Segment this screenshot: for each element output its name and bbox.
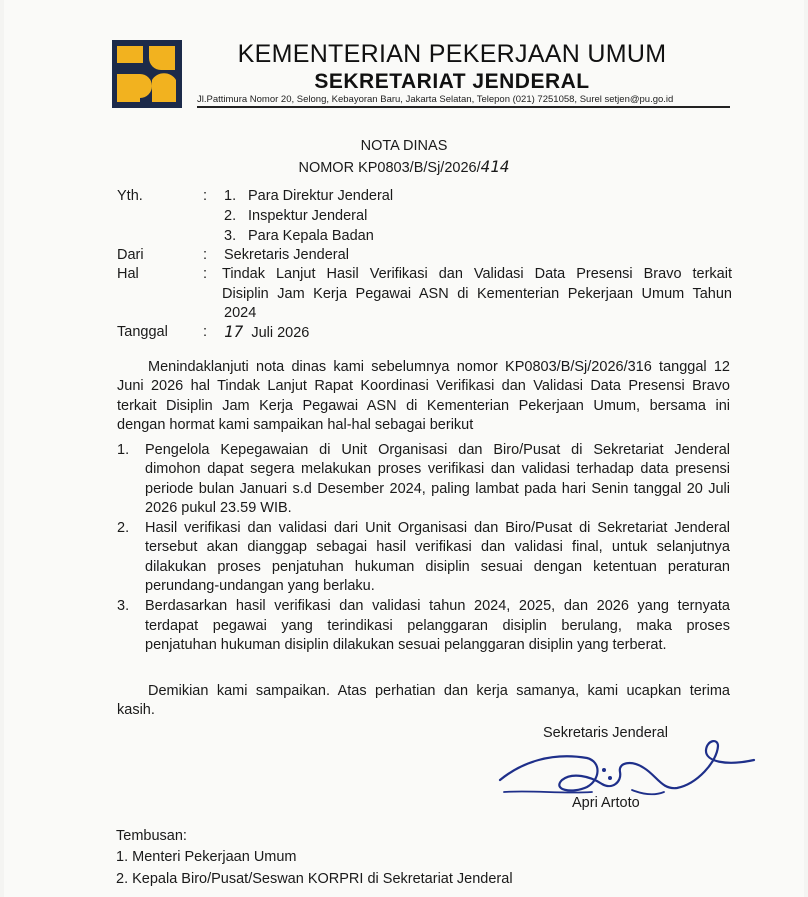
signatory-name: Apri Artoto [572,795,640,811]
point-line: terdapat pegawai yang terindikasi pelanggaran disiplin berulang, maka proses [145,618,730,634]
intro-line: terkait Disiplin Jam Kerja Pegawai ASN di Kementerian Pekerjaan Umum, bersama ini [117,398,730,414]
yth-colon: : [203,188,208,204]
recipient-item: Inspektur Jenderal [248,208,368,224]
point-line: penjatuhan hukuman disiplin dilakukan sesuai pelanggaran disiplin yang terberat. [145,637,667,653]
point-line: tersebut akan dianggap sebagai hasil verifikasi dan validasi final, untuk selanjutnya [145,539,730,555]
memo-page [4,0,804,897]
point-number: 3. [117,598,130,614]
memo-number [4,157,804,176]
tanggal-day-handwritten: 17 [224,322,244,341]
point-number: 2. [117,520,130,536]
dari-value: Sekretaris Jenderal [224,247,349,263]
recipient-item: Para Direktur Jenderal [248,188,394,204]
point-line: 2026 pukul 23.59 WIB. [145,500,292,516]
point-line: periode bulan Januari s.d Desember 2024, paling lambat pada hari Senin tanggal 20 Juli [145,481,730,497]
recipient-num: 3. [224,228,237,244]
tanggal-value [224,322,309,341]
ministry-name: KEMENTERIAN PEKERJAAN UMUM [237,40,667,68]
point-number: 1. [117,442,130,458]
hal-line: Tindak Lanjut Hasil Verifikasi dan Validasi Data Presensi Bravo terkait [222,266,732,282]
yth-label: Yth. [117,188,143,204]
recipient-num: 1. [224,188,237,204]
cc-item: 1. Menteri Pekerjaan Umum [116,849,297,865]
letterhead-rule [197,106,730,108]
intro-line: dengan hormat kami sampaikan hal-hal sebagai berikut [117,417,474,433]
hal-label: Hal [117,266,139,282]
tanggal-colon: : [203,324,208,340]
dari-colon: : [203,247,208,263]
point-line: Hasil verifikasi dan validasi dari Unit Organisasi dan Biro/Pusat di Sekretariat Jenderal [145,520,730,536]
unit-name: SEKRETARIAT JENDERAL [314,70,590,93]
tanggal-month-year: Juli 2026 [251,325,310,341]
closing-line: kasih. [117,702,155,718]
point-line: perundang-undangan yang berlaku. [145,578,375,594]
tanggal-label: Tanggal [117,324,168,340]
cc-label: Tembusan: [116,828,187,844]
intro-line: Juni 2026 hal Tindak Lanjut Rapat Koordinasi Verifikasi dan Validasi Data Presensi Bravo [117,378,730,394]
ministry-logo [112,40,182,108]
point-line: Pengelola Kepegawaian di Unit Organisasi dan Biro/Pusat di Sekretariat Jenderal [145,442,730,458]
memo-title: NOTA DINAS [360,138,448,154]
memo-number-handwritten: 414 [480,157,510,176]
hal-line: 2024 [224,305,257,321]
recipient-num: 2. [224,208,237,224]
signatory-position: Sekretaris Jenderal [543,725,668,741]
hal-line: Disiplin Jam Kerja Pegawai ASN di Kementerian Pekerjaan Umum Tahun [222,286,732,302]
recipient-item: Para Kepala Badan [248,228,374,244]
point-line: Berdasarkan hasil verifikasi dan validasi tahun 2024, 2025, dan 2026 yang ternyata [145,598,730,614]
point-line: dilakukan proses penjatuhan hukuman disiplin sesuai dengan ketentuan peraturan [145,559,730,575]
dari-label: Dari [117,247,144,263]
memo-number-prefix: NOMOR KP0803/B/Sj/2026/ [298,160,481,176]
hal-colon: : [203,266,208,282]
cc-item: 2. Kepala Biro/Pusat/Seswan KORPRI di Sekretariat Jenderal [116,871,513,887]
point-line: dimohon dapat segera melakukan proses verifikasi dan validasi terhadap data presensi [145,461,730,477]
letterhead-address: Jl.Pattimura Nomor 20, Selong, Kebayoran Baru, Jakarta Selatan, Telepon (021) 7251058, Surel setjen@pu.go.id [197,94,674,105]
intro-line: Menindaklanjuti nota dinas kami sebelumnya nomor KP0803/B/Sj/2026/316 tanggal 12 [148,359,730,375]
closing-line: Demikian kami sampaikan. Atas perhatian dan kerja samanya, kami ucapkan terima [148,683,730,699]
